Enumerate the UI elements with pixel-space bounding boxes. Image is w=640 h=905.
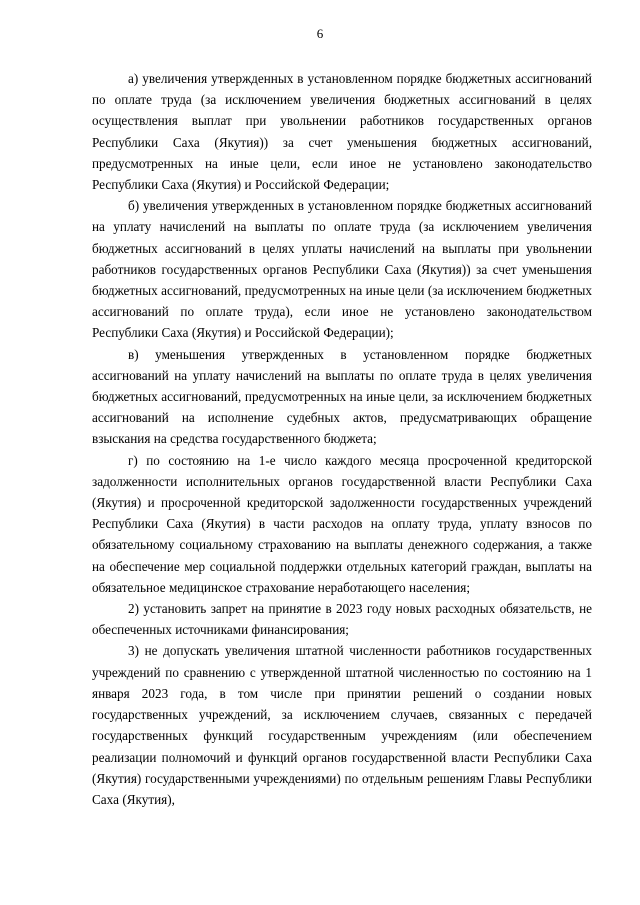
paragraph: г) по состоянию на 1-е число каждого месяца просроченной кредиторской задолженности исполнительных органов государственной власти Республики Саха (Якутия) и просроченной кредиторской задолженности государственных учреждений Республики Саха (Якутия) в части расходов на оплату труда, уплату взносов по обязательному социальному страхованию на выплаты денежного содержания, а также на обеспечение мер социальной поддержки отдельных категорий граждан, выплаты на обязательное медицинское страхование неработающего населения;	[92, 452, 592, 595]
paragraph: б) увеличения утвержденных в установленном порядке бюджетных ассигнований на уплату начислений на выплаты по оплате труда (за исключением увеличения бюджетных ассигнований в целях уплаты начислений на выплаты при увольнении работников государственных органов Республики Саха (Якутия)) за счет уменьшения бюджетных ассигнований, предусмотренных на иные цели (за исключением бюджетных ассигнований по оплате труда), если иное не установлено законодательством Республики Саха (Якутия) и Российской Федерации);	[92, 198, 592, 341]
document-body	[92, 68, 592, 810]
paragraph: 3) не допускать увеличения штатной численности работников государственных учреждений по сравнению с утвержденной штатной численностью по состоянию на 1 января 2023 года, в том числе при принятии решений о создании новых государственных учреждений, за исключением случаев, связанных с передачей государственных функций государственным учреждениям (или обеспечением реализации полномочий и функций органов государственной власти Республики Саха (Якутия) государственными учреждениями) по отдельным решениям Главы Республики Саха (Якутия),	[92, 643, 592, 807]
paragraph: а) увеличения утвержденных в установленном порядке бюджетных ассигнований по оплате труда (за исключением увеличения бюджетных ассигнований в целях осуществления выплат при увольнении работников государственных органов Республики Саха (Якутия)) за счет уменьшения бюджетных ассигнований, предусмотренных на иные цели, если иное не установлено законодательство Республики Саха (Якутия) и Российской Федерации;	[92, 71, 592, 193]
page-number: 6	[316, 26, 324, 41]
paragraph: 2) установить запрет на принятие в 2023 году новых расходных обязательств, не обеспеченных источниками финансирования;	[92, 601, 592, 638]
paragraph: в) уменьшения утвержденных в установленном порядке бюджетных ассигнований на уплату начислений на выплаты по оплате труда в целях увеличения бюджетных ассигнований, предусмотренных на иные цели, за исключением бюджетных ассигнований на исполнение судебных актов, предусматривающих обращение взыскания на средства государственного бюджета;	[92, 346, 592, 447]
